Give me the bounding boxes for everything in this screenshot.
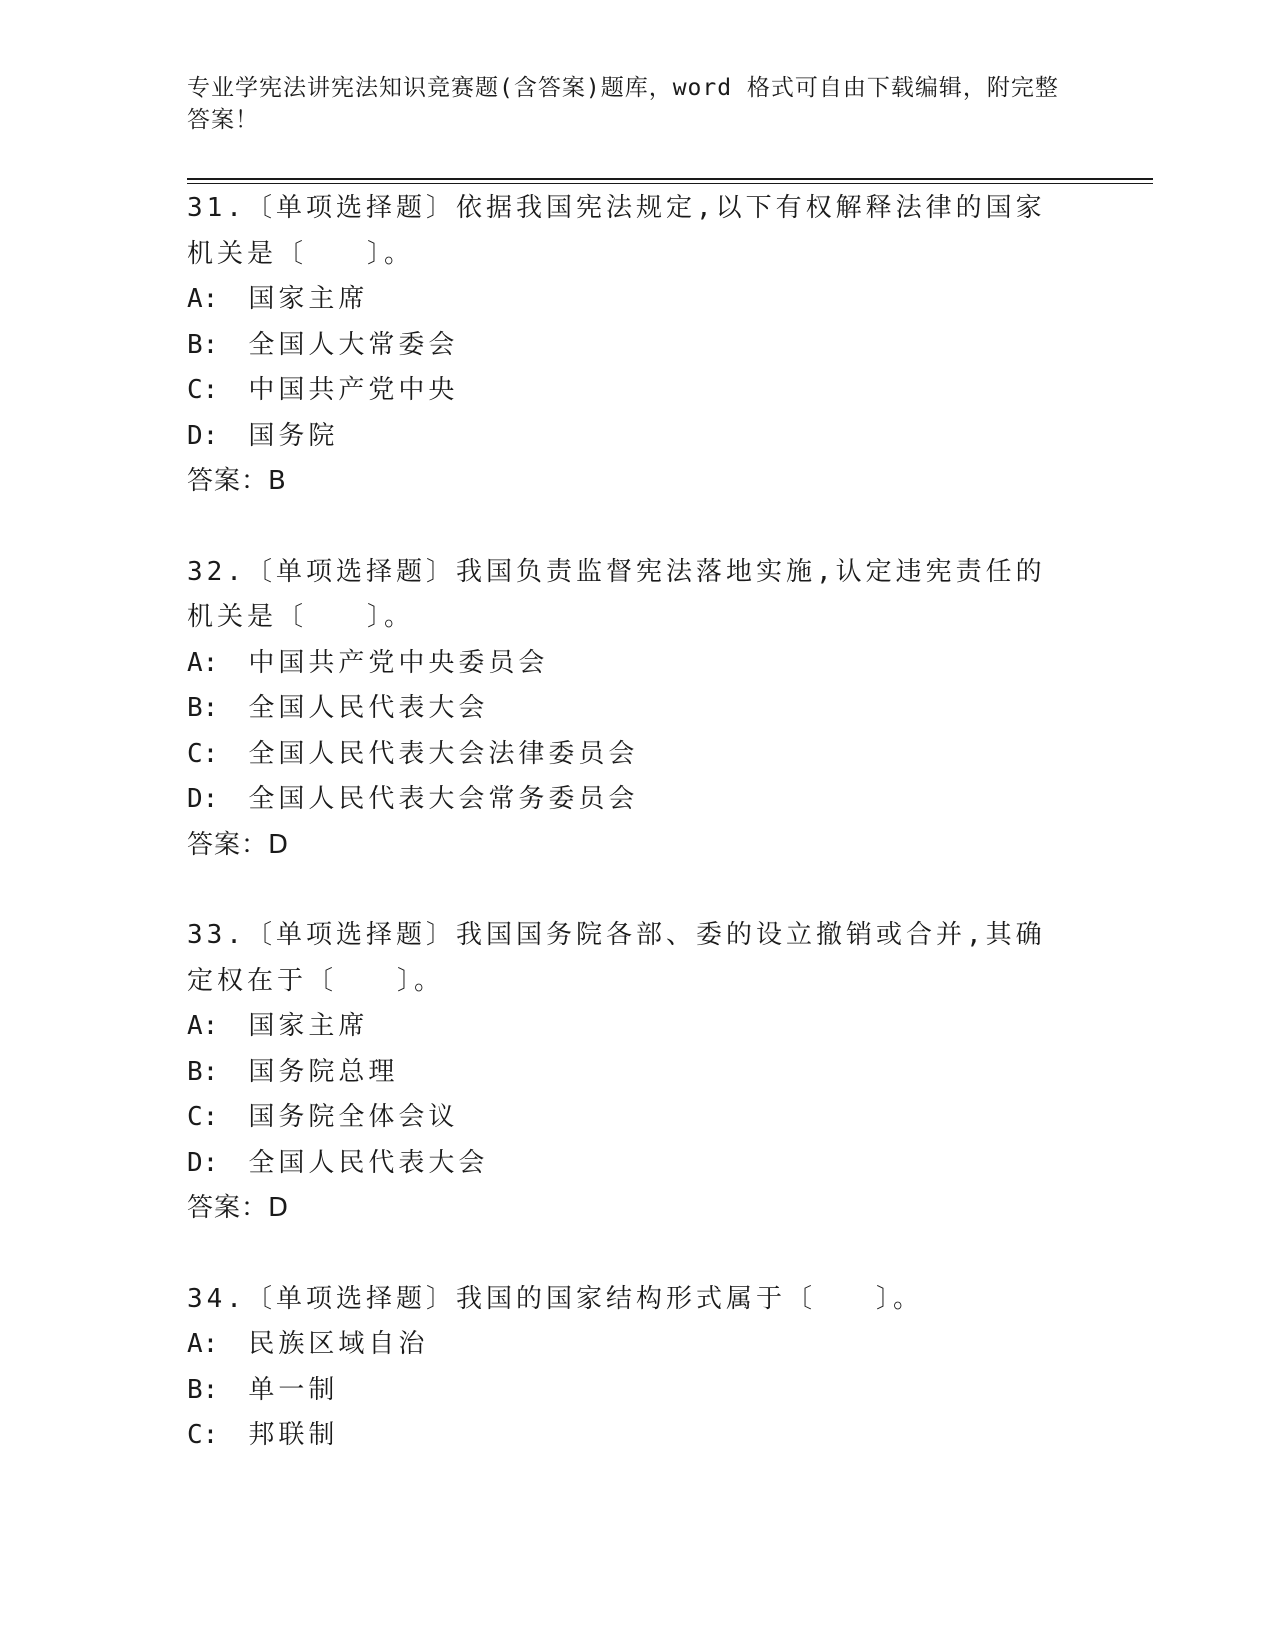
option-letter: D: [187, 784, 219, 814]
question-stem: 33.〔单项选择题〕我国国务院各部、委的设立撤销或合并,其确定权在于〔 〕。 [187, 920, 1046, 996]
option-letter: A: [187, 647, 219, 678]
option-c [187, 368, 1087, 414]
option-text: 国务院总理 [248, 1056, 399, 1087]
option-text: 全国人民代表大会 [248, 1147, 489, 1178]
question-stem: 32.〔单项选择题〕我国负责监督宪法落地实施,认定违宪责任的机关是〔 〕。 [187, 556, 1046, 632]
option-letter: C: [187, 738, 219, 769]
answer-line: 答案：B [187, 466, 287, 496]
option-text: 全国人民代表大会常务委员会 [248, 784, 639, 814]
option-c [187, 1095, 1087, 1141]
header-divider-thick [187, 178, 1153, 180]
option-letter: B: [187, 329, 219, 360]
option-text: 邦联制 [248, 1420, 339, 1450]
option-text: 国务院全体会议 [248, 1102, 459, 1132]
option-letter: C: [187, 375, 219, 405]
option-b [187, 1368, 1087, 1414]
option-d [187, 414, 1087, 460]
option-text: 国家主席 [248, 1011, 369, 1041]
option-a [187, 1322, 1087, 1368]
question-stem: 34.〔单项选择题〕我国的国家结构形式属于〔 〕。 [187, 1283, 923, 1314]
option-c [187, 1413, 1087, 1459]
option-letter: B: [187, 1056, 219, 1087]
document-header: 专业学宪法讲宪法知识竞赛题(含答案)题库，word 格式可自由下载编辑，附完整答案！ [187, 75, 1059, 133]
option-a [187, 641, 1087, 687]
question-34 [187, 1277, 1087, 1459]
option-d [187, 777, 1087, 823]
answer-line: 答案：D [187, 829, 290, 860]
option-letter: B: [187, 1374, 219, 1405]
option-text: 中国共产党中央委员会 [248, 647, 549, 678]
option-letter: A: [187, 1011, 219, 1041]
option-a [187, 1004, 1087, 1050]
option-c [187, 732, 1087, 778]
option-letter: A: [187, 284, 219, 314]
question-32 [187, 550, 1087, 869]
option-letter: D: [187, 420, 219, 451]
option-text: 全国人大常委会 [248, 329, 459, 360]
option-text: 中国共产党中央 [248, 375, 459, 405]
option-b [187, 686, 1087, 732]
option-text: 民族区域自治 [248, 1329, 429, 1359]
option-text: 单一制 [248, 1374, 339, 1405]
header-divider-thin [187, 183, 1153, 184]
option-text: 国务院 [248, 420, 339, 451]
question-31 [187, 186, 1087, 505]
option-a [187, 277, 1087, 323]
question-33 [187, 913, 1087, 1232]
option-text: 全国人民代表大会 [248, 693, 489, 723]
option-letter: B: [187, 693, 219, 723]
option-d [187, 1141, 1087, 1187]
option-text: 国家主席 [248, 284, 369, 314]
option-letter: D: [187, 1147, 219, 1178]
option-letter: C: [187, 1420, 219, 1450]
question-list [187, 186, 1087, 1459]
option-b [187, 323, 1087, 369]
option-letter: C: [187, 1102, 219, 1132]
option-b [187, 1050, 1087, 1096]
question-stem: 31.〔单项选择题〕依据我国宪法规定,以下有权解释法律的国家机关是〔 〕。 [187, 193, 1046, 269]
option-text: 全国人民代表大会法律委员会 [248, 738, 639, 769]
answer-line: 答案：D [187, 1193, 290, 1223]
option-letter: A: [187, 1329, 219, 1359]
